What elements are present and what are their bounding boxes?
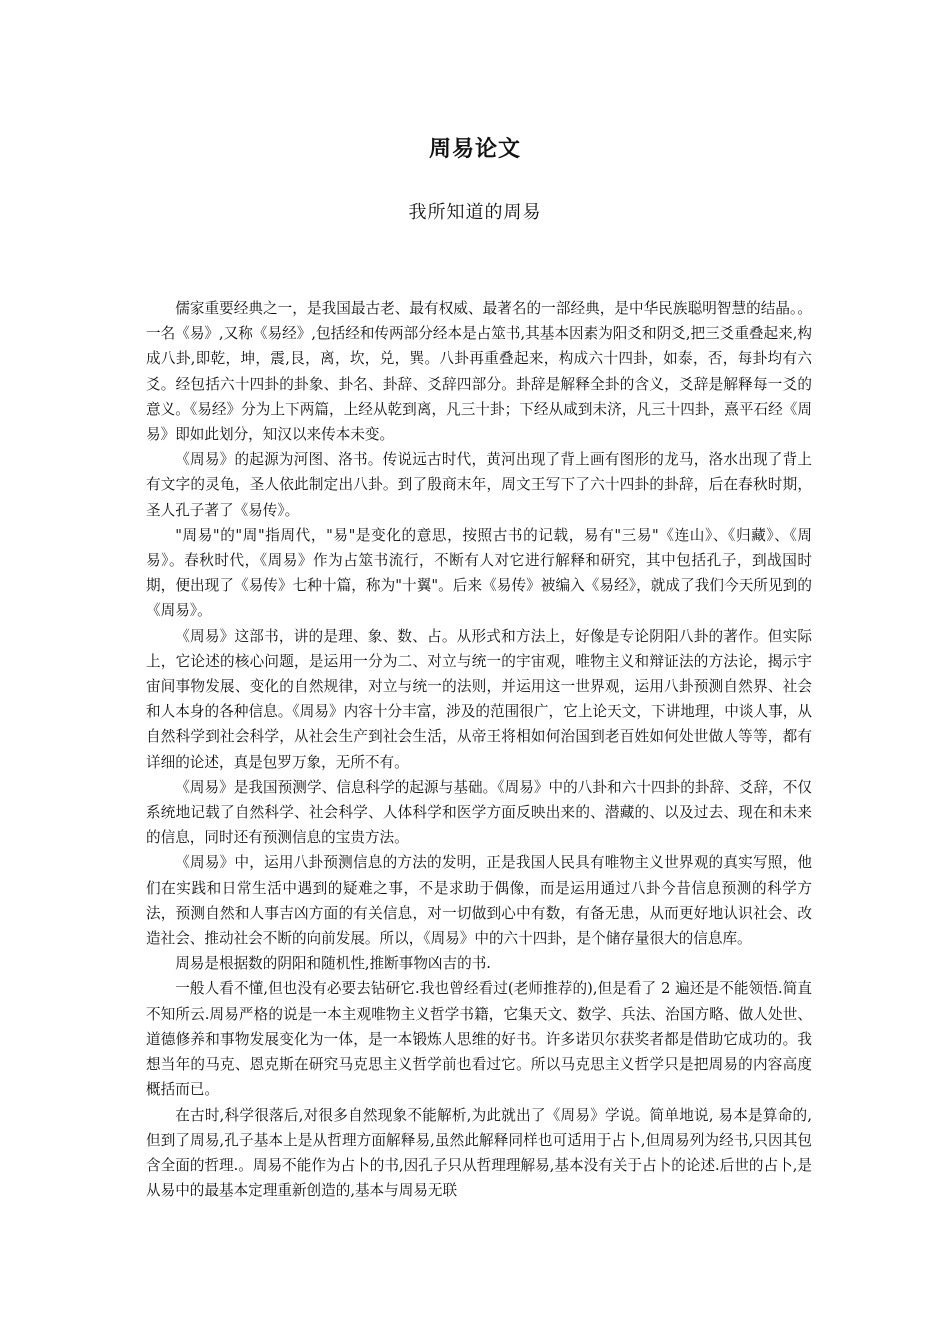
document-subtitle: 我所知道的周易 (408, 202, 542, 223)
paragraph: 《周易》中，运用八卦预测信息的方法的发明，正是我国人民具有唯物主义世界观的真实写照，他们在实践和日常生活中遇到的疑难之事，不是求助于偶像，而是运用通过八卦今昔信息预测的科学方法，预测自然和人事吉凶方面的有关信息，对一切做到心中有数，有备无患，从而更好地认识社会、改造社会、推动社会不断的向前发展。所以，《周易》中的六十四卦，是个储存量很大的信息库。 (146, 854, 812, 948)
paragraph: 《周易》的起源为河图、洛书。传说远古时代，黄河出现了背上画有图形的龙马，洛水出现了背上有文字的灵龟，圣人依此制定出八卦。到了殷商末年，周文王写下了六十四卦的卦辞，后在春秋时期，圣人孔子著了《易传》。 (146, 451, 812, 519)
paragraph: 一般人看不懂,但也没有必要去钻研它.我也曾经看过(老师推荐的),但是看了 2 遍还是不能领悟.简直不知所云.周易严格的说是一本主观唯物主义哲学书籍，它集天文、数学、兵法、治国方略、做人处世、道德修养和事物发展变化为一体，是一本锻炼人思维的好书。许多诺贝尔获奖者都是借助它成功的。我想当年的马克、恩克斯在研究马克思主义哲学前也看过它。所以马克思主义哲学只是把周易的内容高度概括而已。 (146, 980, 812, 1099)
paragraph: 儒家重要经典之一，是我国最古老、最有权威、最著名的一部经典，是中华民族聪明智慧的结晶。。一名《易》,又称《易经》,包括经和传两部分经本是占筮书,其基本因素为阳爻和阴爻,把三爻重叠起来,构成八卦,即乾，坤，震,艮，离，坎，兑，巽。八卦再重叠起来，构成六十四卦，如泰，否，每卦均有六爻。经包括六十四卦的卦象、卦名、卦辞、爻辞四部分。卦辞是解释全卦的含义，爻辞是解释每一爻的意义。《易经》分为上下两篇，上经从乾到离，凡三十卦；下经从咸到未济，凡三十四卦，熹平石经《周易》即如此划分，知汉以来传本未变。 (146, 300, 812, 444)
paragraph: "周易"的"周"指周代，"易"是变化的意思，按照古书的记载，易有"三易"《连山》、《归藏》、《周易》。春秋时代，《周易》作为占筮书流行，不断有人对它进行解释和研究，其中包括孔子，到战国时期，便出现了《易传》七种十篇，称为"十翼"。后来《易传》被编入《易经》，就成了我们今天所见到的《周易》。 (146, 526, 812, 620)
paragraph: 《周易》这部书，讲的是理、象、数、占。从形式和方法上，好像是专论阴阳八卦的著作。但实际上，它论述的核心问题，是运用一分为二、对立与统一的宇宙观，唯物主义和辩证法的方法论，揭示宇宙间事物发展、变化的自然规律，对立与统一的法则，并运用这一世界观，运用八卦预测自然界、社会和人本身的各种信息。《周易》内容十分丰富，涉及的范围很广，它上论天文，下讲地理，中谈人事，从自然科学到社会科学，从社会生产到社会生活，从帝王将相如何治国到老百姓如何处世做人等等，都有详细的论述，真是包罗万象，无所不有。 (146, 627, 812, 771)
document-title: 周易论文 (428, 137, 521, 162)
paragraph: 周易是根据数的阴阳和随机性,推断事物凶吉的书. (175, 955, 491, 973)
paragraph: 《周易》是我国预测学、信息科学的起源与基础。《周易》中的八卦和六十四卦的卦辞、爻辞，不仅系统地记载了自然科学、社会科学、人体科学和医学方面反映出来的、潜藏的、以及过去、现在和未来的信息，同时还有预测信息的宝贵方法。 (146, 778, 812, 847)
document-body (146, 296, 812, 1203)
paragraph: 在古时,科学很落后,对很多自然现象不能解析,为此就出了《周易》学说。简单地说, 易本是算命的, 但到了周易,孔子基本上是从哲理方面解释易,虽然此解释同样也可适用于占卜,但周易列为经书,只因其包含全面的哲理.。周易不能作为占卜的书,因孔子只从哲理理解易,基本没有关于占卜的论述.后世的占卜,是从易中的最基本定理重新创造的,基本与周易无联 (146, 1106, 812, 1200)
